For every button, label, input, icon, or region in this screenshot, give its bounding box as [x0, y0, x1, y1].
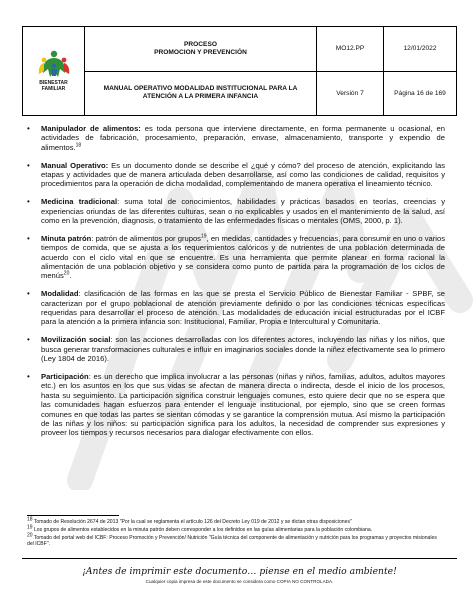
process-title: PROCESO	[184, 40, 217, 48]
footnote-number: 19	[27, 524, 33, 531]
manual-title-line2: ATENCIÓN A LA PRIMERA INFANCIA	[142, 93, 259, 101]
list-item	[27, 197, 445, 225]
footnote-ref: 20	[63, 270, 70, 277]
family-logo-icon	[36, 49, 72, 79]
document-date: 12/01/2022	[384, 27, 457, 72]
bullet-icon: •	[27, 335, 30, 345]
document-code: MO12.PP	[317, 27, 384, 72]
footnote-text: Tomado de Resolución 2674 de 2013 "Por la cual se reglamenta el artículo 126 del Decreto Ley 019 de 2012 y se dictan otras disposiciones"	[32, 519, 352, 525]
footnote	[27, 524, 445, 533]
footnote-ref: 18	[75, 142, 82, 149]
footnote-text: Tomado del portal web del ICBF: Proceso Promoción y Prevención/ Nutrición "Guía técnica del componente de alimentación y nutrición para los programas y proyectos misionales del ICBF".	[27, 535, 437, 548]
page-number: Página 16 de 169	[384, 71, 457, 116]
bullet-icon: •	[27, 233, 30, 243]
logo-text	[39, 81, 68, 92]
definition-term: Participación	[41, 371, 89, 381]
definition-term: Medicina tradicional	[41, 197, 118, 207]
definition-text	[41, 234, 445, 281]
logo-text-line1: BIENESTAR	[39, 80, 68, 87]
definition-body: es toda persona que interviene directamente, en forma permanente u ocasional, en actividades de fabricación, procesamiento, preparación, envase, almacenamiento, transporte y expendio de alimentos.	[41, 124, 445, 152]
list-item	[27, 124, 445, 152]
definition-term: Manual Operativo:	[41, 160, 109, 170]
footnote-divider	[27, 515, 119, 516]
footer-divider	[22, 558, 457, 559]
definition-body: : patrón de alimentos por grupos	[91, 233, 201, 243]
list-item	[27, 335, 445, 363]
definition-body: : suma total de conocimientos, habilidades y prácticas basados en teorías, creencias y experiencias oriundas de las diferentes culturas, sean o no explicables y usados en el mantenimiento de la salud, así como en la prevención, diagnosis, o tratamiento de las enfermedades físicas o mentales (OMS, 2000, p. 1).	[41, 197, 445, 226]
definition-body: Es un documento donde se describe el ¿qué y cómo? del proceso de atención, explicitando las etapas y actividades que de manera articulada deben desarrollarse, así como las condiciones de calidad, requisitos y procedimientos para la operación de dicha modalidad, complementando de manera operativa el lineamiento técnico.	[41, 160, 446, 189]
definitions-list	[27, 124, 445, 446]
bullet-icon: •	[27, 371, 30, 381]
bullet-icon: •	[27, 289, 30, 299]
definition-text	[41, 161, 445, 189]
definition-text	[41, 372, 445, 438]
bullet-icon: •	[27, 160, 30, 170]
footnotes	[27, 516, 445, 549]
document-header	[22, 26, 457, 116]
logo-text-line2: FAMILIAR	[41, 86, 66, 92]
footnote-number: 18	[27, 516, 33, 523]
definition-body: : es un derecho que implica involucrar a las personas (niñas y niños, familias, adultos, adultos mayores etc.) en los asuntos en los que sus vidas se afectan de manera directa o indirecta, desde el inicio de los procesos, hasta su seguimiento. La participación significa construir lenguajes comunes, esto quiere decir que no se espera que las comunidades hagan esfuerzos para entender el lenguaje institucional, por ejemplo, sino que se creen formas comunes en que todas las partes se sientan cómodas y se garantice la comprensión mutua. Así mismo la participación de las niñas y los niños: su participación significa para los adultos, la necesidad de comprender sus expresiones y proveer los tiempos y recursos necesarios para dialogar efectivamente con ellos.	[41, 371, 445, 438]
icbf-logo	[23, 49, 84, 92]
page-footer	[22, 566, 457, 584]
definition-body: : son las acciones desarrolladas con los diferentes actores, incluyendo las niñas y los niños, que busca generar transformaciones culturales e influir en imaginarios sociales donde la niñez efectivamente sea lo primero (Ley 1804 de 2016).	[41, 335, 445, 364]
definition-term: Movilización social	[41, 335, 111, 345]
footnote-number: 20	[27, 532, 33, 539]
list-item	[27, 289, 445, 327]
definition-text	[41, 197, 445, 225]
document-version: Versión 7	[317, 71, 384, 116]
definition-text	[41, 335, 445, 363]
process-title-cell	[85, 27, 317, 72]
definition-term: Manipulador de alimentos:	[41, 124, 141, 133]
manual-title-line1: MANUAL OPERATIVO MODALIDAD INSTITUCIONAL PARA LA	[103, 85, 298, 93]
definition-term: Minuta patrón	[41, 233, 92, 243]
manual-title-cell	[85, 71, 317, 116]
process-subtitle: PROMOCION Y PREVENCIÓN	[154, 48, 247, 56]
bullet-icon: •	[27, 124, 30, 133]
definition-text	[41, 124, 445, 152]
definition-body-end: .	[69, 271, 72, 281]
definition-body-cont: , en medidas, cantidades y frecuencias, para consumir en uno o varios tiempos de comida, que se ajusta a los requerimientos calóricos y de nutrientes de una población determinada de acuerdo con el ciclo vital en que se encuentre. Es una herramienta que permite planear en forma racional la alimentación de una población objetivo y se considera como punto de partida para la programación de los ciclos de menús	[41, 233, 445, 281]
logo-cell	[23, 27, 85, 116]
list-item	[27, 161, 445, 189]
footnote	[27, 516, 445, 525]
definition-text	[41, 289, 445, 327]
list-item	[27, 372, 445, 438]
bullet-icon: •	[27, 197, 30, 207]
definition-body: : clasificación de las formas en las que se presta el Servicio Público de Bienestar Familiar - SPBF, se caracterizan por el grupo poblacional de atención previamente definido o por las condiciones técnicas específicas requeridas para desarrollar el proceso de atención. Las modalidades de educación inicial estructuradas por el ICBF para la atención a la primera infancia son: Institucional, Familiar, Propia e Intercultural y Comunitaria.	[41, 289, 445, 327]
footer-message: ¡Antes de imprimir este documento… piense en el medio ambiente!	[82, 566, 397, 577]
definition-term: Modalidad	[41, 289, 79, 299]
footnote	[27, 532, 445, 548]
list-item	[27, 234, 445, 281]
footnote-ref: 19	[200, 233, 207, 240]
footnote-text: Los grupos de alimentos establecidos en la minuta patrón deben corresponder a los definidos en las guías alimentarias para la población colombiana.	[32, 527, 373, 533]
footer-disclaimer: Cualquier copia impresa de este documento se considera como COPIA NO CONTROLADA.	[145, 579, 334, 584]
